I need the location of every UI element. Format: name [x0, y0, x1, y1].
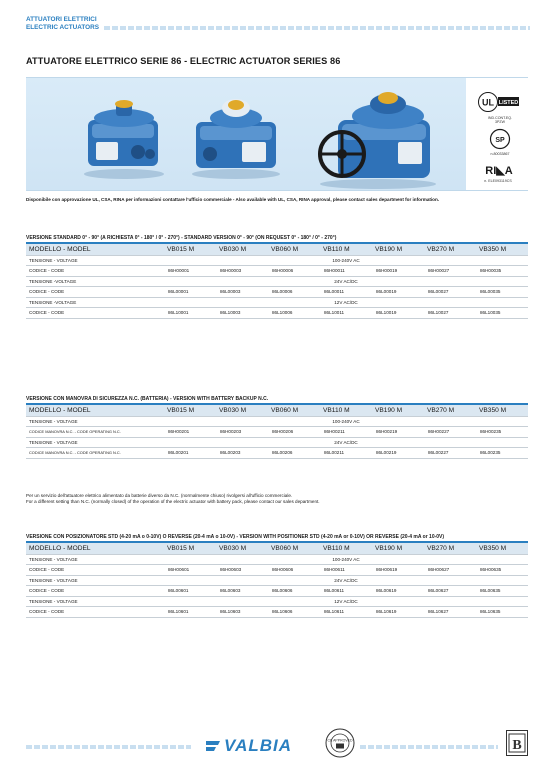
- col-header: VB060 M: [268, 405, 320, 416]
- svg-text:B: B: [512, 738, 522, 753]
- code-cell: 86L00035: [476, 287, 528, 298]
- row-label: TENSIONE - VOLTAGE: [26, 437, 164, 448]
- code-cell: 86H00601: [164, 565, 216, 576]
- col-header: VB030 M: [216, 405, 268, 416]
- code-cell: 86H00027: [424, 266, 476, 277]
- row-label: CODICE - CODE: [26, 565, 164, 576]
- code-cell: 86H00219: [372, 427, 424, 438]
- model-header: MODELLO - MODEL: [26, 543, 164, 554]
- code-cell: 86H00611: [320, 565, 372, 576]
- table-row: [26, 287, 528, 298]
- table-row: [26, 586, 528, 597]
- brand-text: VALBIA: [224, 736, 293, 755]
- code-cell: 86L10027: [424, 308, 476, 319]
- col-header: VB270 M: [424, 543, 476, 554]
- code-cell: 86L00635: [476, 586, 528, 597]
- code-cell: 86L10001: [164, 308, 216, 319]
- code-cell: 86H00003: [216, 266, 268, 277]
- voltage-value: 12V AC/DC: [164, 297, 528, 308]
- table-row: [26, 427, 528, 438]
- code-cell: 86L00619: [372, 586, 424, 597]
- rina-cert-text: n. ELE093119CS: [484, 179, 512, 183]
- col-header: VB060 M: [268, 244, 320, 255]
- code-cell: 86L00211: [320, 448, 372, 459]
- code-cell: 86L00027: [424, 287, 476, 298]
- code-cell: 86L10601: [164, 607, 216, 618]
- code-cell: 86H00206: [268, 427, 320, 438]
- header-stripe: [104, 26, 530, 30]
- battery-note-en: For a different setting than N.C. (normally closed) of the operation of the electric actuator with battery pack, please contact our sales department.: [26, 499, 320, 505]
- col-header: VB110 M: [320, 543, 372, 554]
- code-cell: 86H00201: [164, 427, 216, 438]
- code-cell: 86L00006: [268, 287, 320, 298]
- seal-text: CE APPROVED: [327, 738, 353, 743]
- table-row: [26, 276, 528, 287]
- code-cell: 86H00227: [424, 427, 476, 438]
- code-cell: 86H00606: [268, 565, 320, 576]
- row-label: TENSIONE -VOLTAGE: [26, 297, 164, 308]
- row-label: CODICE - CODE: [26, 586, 164, 597]
- code-cell: 86L10011: [320, 308, 372, 319]
- row-label: CODICE - CODE: [26, 266, 164, 277]
- code-cell: 86L00201: [164, 448, 216, 459]
- code-cell: 86H00001: [164, 266, 216, 277]
- battery-table: [26, 405, 528, 459]
- table-row: [26, 308, 528, 319]
- col-header: VB350 M: [476, 543, 528, 554]
- code-cell: 86H00635: [476, 565, 528, 576]
- page-title: ATTUATORE ELETTRICO SERIE 86 - ELECTRIC ACTUATOR SERIES 86: [26, 56, 341, 66]
- table-row: [26, 565, 528, 576]
- category-label-en: ELECTRIC ACTUATORS: [26, 24, 100, 31]
- model-header: MODELLO - MODEL: [26, 405, 164, 416]
- code-cell: 86L00001: [164, 287, 216, 298]
- category-label-it: ATTUATORI ELETTRICI: [26, 16, 97, 23]
- row-label: TENSIONE - VOLTAGE: [26, 416, 164, 427]
- code-cell: 86H00619: [372, 565, 424, 576]
- ul-text-line-2: 3PZW: [495, 120, 505, 125]
- col-header: VB270 M: [424, 244, 476, 255]
- code-cell: 86L10603: [216, 607, 268, 618]
- code-cell: 86L00019: [372, 287, 424, 298]
- model-header: MODELLO - MODEL: [26, 244, 164, 255]
- code-cell: 86L10619: [372, 607, 424, 618]
- voltage-value: 12V AC/DC: [164, 596, 528, 607]
- svg-text:UL: UL: [482, 97, 494, 108]
- col-header: VB030 M: [216, 543, 268, 554]
- row-label: TENSIONE - VOLTAGE: [26, 255, 164, 266]
- row-label: TENSIONE - VOLTAGE: [26, 596, 164, 607]
- actuator-medium-image: [186, 92, 286, 180]
- col-header: VB015 M: [164, 405, 216, 416]
- battery-section-title: VERSIONE CON MANOVRA DI SICUREZZA N.C. (BATTERIA) - VERSION WITH BATTERY BACKUP N.C.: [26, 396, 269, 402]
- voltage-value: 100-240V AC: [164, 416, 528, 427]
- table-row: [26, 554, 528, 565]
- code-cell: 86L00611: [320, 586, 372, 597]
- table-row: [26, 448, 528, 459]
- code-cell: 86H00211: [320, 427, 372, 438]
- code-cell: 86H00011: [320, 266, 372, 277]
- table-header-row: [26, 543, 528, 554]
- category-label: [26, 16, 99, 32]
- table-row: [26, 596, 528, 607]
- code-cell: 86L00227: [424, 448, 476, 459]
- code-cell: 86L10006: [268, 308, 320, 319]
- actuator-small-image: [78, 94, 170, 180]
- code-cell: 86L00206: [268, 448, 320, 459]
- certification-seal-icon: [325, 728, 355, 758]
- standard-table: [26, 244, 528, 319]
- voltage-value: 24V AC/DC: [164, 276, 528, 287]
- product-hero: [26, 77, 528, 191]
- ul-listed-icon: [478, 90, 520, 114]
- col-header: VB190 M: [372, 543, 424, 554]
- code-cell: 86L10606: [268, 607, 320, 618]
- row-label: CODICE - CODE: [26, 607, 164, 618]
- col-header: VB270 M: [424, 405, 476, 416]
- positioner-table: [26, 543, 528, 618]
- table-row: [26, 297, 528, 308]
- code-cell: 86L10019: [372, 308, 424, 319]
- table-header-row: [26, 244, 528, 255]
- code-cell: 86L00203: [216, 448, 268, 459]
- code-cell: 86H00203: [216, 427, 268, 438]
- code-cell: 86L10003: [216, 308, 268, 319]
- code-cell: 86L00603: [216, 586, 268, 597]
- code-cell: 86L10635: [476, 607, 528, 618]
- row-label: TENSIONE - VOLTAGE: [26, 554, 164, 565]
- row-label: CODICE - CODE: [26, 308, 164, 319]
- table-row: [26, 607, 528, 618]
- row-label: TENSIONE -VOLTAGE: [26, 276, 164, 287]
- voltage-value: 100-240V AC: [164, 255, 528, 266]
- voltage-value: 24V AC/DC: [164, 437, 528, 448]
- code-cell: 86H00627: [424, 565, 476, 576]
- standard-section-title: VERSIONE STANDARD 0° - 90° (A RICHIESTA 0° - 180° / 0° - 270°) - STANDARD VERSION 0° - 90° (ON REQUEST 0° - 180° / 0° - 270°): [26, 235, 337, 241]
- table-row: [26, 437, 528, 448]
- col-header: VB060 M: [268, 543, 320, 554]
- code-cell: 86L00606: [268, 586, 320, 597]
- brand-badge-icon: [506, 730, 528, 756]
- ul-cert-text: [476, 116, 524, 124]
- valbia-logo: [206, 735, 316, 755]
- csa-cert-text: n.80033867: [490, 152, 510, 156]
- col-header: VB190 M: [372, 405, 424, 416]
- code-cell: 86H00603: [216, 565, 268, 576]
- rina-icon: [481, 163, 517, 177]
- actuator-large-image: [312, 84, 446, 190]
- footer-stripe-left: [26, 745, 191, 749]
- code-cell: 86H00006: [268, 266, 320, 277]
- code-cell: 86L00219: [372, 448, 424, 459]
- col-header: VB015 M: [164, 543, 216, 554]
- svg-text:RI◣A: RI◣A: [485, 165, 513, 177]
- voltage-value: 24V AC/DC: [164, 575, 528, 586]
- col-header: VB350 M: [476, 405, 528, 416]
- positioner-section-title: VERSIONE CON POSIZIONATORE STD (4-20 mA o 0-10V) O REVERSE (20-4 mA o 10-0V) - VERSION WITH POSITIONER STD (4-20 mA or 0-10V) OR REVERSE (20-4 mA or 10-0V): [26, 534, 445, 540]
- battery-note-it: Per un servizio dell'attuatore elettrico alimentato da batterie diverso da N.C. (normalmente chiuso) rivolgersi all'ufficio commerciale.: [26, 493, 293, 498]
- row-label: TENSIONE - VOLTAGE: [26, 575, 164, 586]
- code-cell: 86L10035: [476, 308, 528, 319]
- col-header: VB015 M: [164, 244, 216, 255]
- code-cell: 86L00003: [216, 287, 268, 298]
- table-header-row: [26, 405, 528, 416]
- table-row: [26, 255, 528, 266]
- ul-text-line-1: IND.CONT.EQ.: [487, 116, 513, 120]
- col-header: VB350 M: [476, 244, 528, 255]
- table-row: [26, 575, 528, 586]
- code-cell: 86L00235: [476, 448, 528, 459]
- code-cell: 86L00601: [164, 586, 216, 597]
- code-cell: 86L10627: [424, 607, 476, 618]
- code-cell: 86L00627: [424, 586, 476, 597]
- row-label: CODICE MANOVRA N.C. - CODE OPERATING N.C.: [26, 448, 164, 459]
- col-header: VB110 M: [320, 405, 372, 416]
- code-cell: 86H00019: [372, 266, 424, 277]
- voltage-value: 100-240V AC: [164, 554, 528, 565]
- col-header: VB030 M: [216, 244, 268, 255]
- row-label: CODICE MANOVRA N.C. - CODE OPERATING N.C.: [26, 427, 164, 438]
- table-row: [26, 416, 528, 427]
- col-header: VB190 M: [372, 244, 424, 255]
- code-cell: 86H00235: [476, 427, 528, 438]
- code-cell: 86L00011: [320, 287, 372, 298]
- code-cell: 86H00035: [476, 266, 528, 277]
- approval-note: Disponibile con approvazione UL, CSA, RINA per informazioni contattare l'ufficio commerciale - Also available with UL, CSA, RINA approval, please contact sales department for information.: [26, 197, 440, 202]
- ul-listed-text: LISTED: [498, 100, 519, 106]
- col-header: VB110 M: [320, 244, 372, 255]
- footer-stripe-right: [360, 745, 498, 749]
- table-row: [26, 266, 528, 277]
- row-label: CODICE - CODE: [26, 287, 164, 298]
- svg-text:SP: SP: [495, 137, 505, 144]
- csa-icon: [488, 128, 512, 150]
- code-cell: 86L10611: [320, 607, 372, 618]
- battery-note: [26, 493, 526, 505]
